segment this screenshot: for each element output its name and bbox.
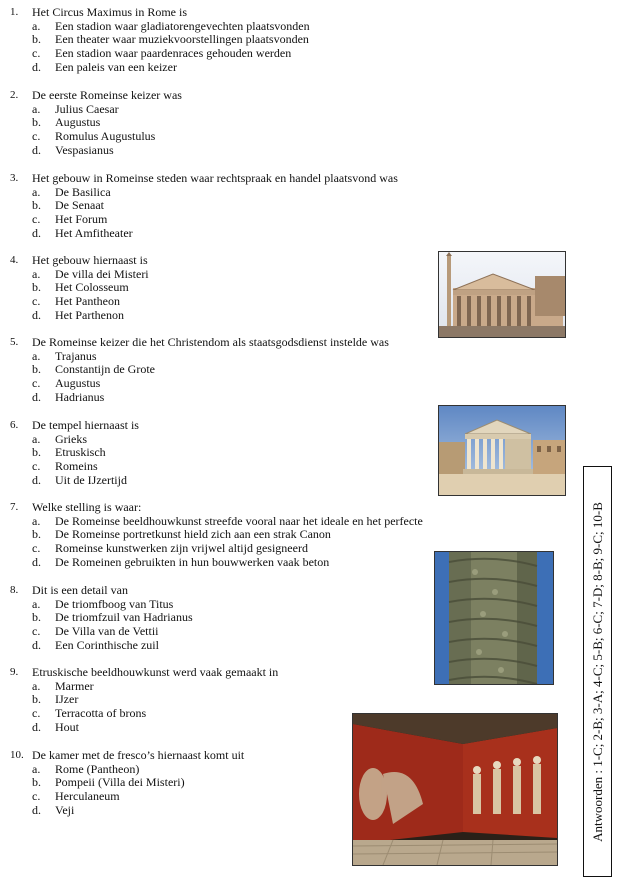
option-b: b. Etruskisch bbox=[32, 445, 106, 460]
fresco-room-photo bbox=[352, 713, 558, 866]
pantheon-photo bbox=[438, 251, 566, 338]
question-number: 2. bbox=[10, 89, 19, 101]
question-text: Etruskische beeldhouwkunst werd vaak gemaakt in bbox=[32, 665, 279, 679]
option-d: d. Het Parthenon bbox=[32, 307, 124, 322]
question-2 bbox=[10, 89, 450, 158]
question-text: De Romeinse keizer die het Christendom als staatsgodsdienst instelde was bbox=[32, 335, 389, 349]
option-d: d. Hadrianus bbox=[32, 389, 105, 404]
question-text: De tempel hiernaast is bbox=[32, 418, 139, 432]
question-1 bbox=[10, 6, 450, 75]
option-b: b. Pompeii (Villa dei Misteri) bbox=[32, 775, 185, 790]
question-8 bbox=[10, 584, 450, 653]
question-7 bbox=[10, 501, 450, 570]
option-a: a. Een stadion waar gladiatorengevechten plaatsvonden bbox=[32, 18, 310, 33]
question-number: 9. bbox=[10, 666, 19, 678]
question-number: 10. bbox=[10, 749, 24, 761]
option-c: c. Romulus Augustulus bbox=[32, 129, 156, 144]
option-b: b. Augustus bbox=[32, 115, 101, 130]
option-b: b. De Romeinse portretkunst hield zich aan een strak Canon bbox=[32, 527, 331, 542]
option-a: a. De Romeinse beeldhouwkunst streefde vooral naar het ideale en het perfecte bbox=[32, 513, 423, 528]
option-c: c. Romeins bbox=[32, 459, 98, 474]
option-b: b. IJzer bbox=[32, 692, 79, 707]
option-d: d. Hout bbox=[32, 719, 79, 734]
option-b: b. Het Colosseum bbox=[32, 280, 129, 295]
option-b: b. De Senaat bbox=[32, 198, 104, 213]
temple-photo bbox=[438, 405, 566, 496]
option-d: d. Veji bbox=[32, 802, 75, 817]
option-d: d. Een Corinthische zuil bbox=[32, 637, 159, 652]
option-d: d. Uit de IJzertijd bbox=[32, 472, 127, 487]
option-c: c. Het Forum bbox=[32, 212, 108, 227]
question-number: 1. bbox=[10, 6, 19, 18]
question-3 bbox=[10, 172, 450, 241]
option-b: b. De triomfzuil van Hadrianus bbox=[32, 610, 193, 625]
question-number: 7. bbox=[10, 501, 19, 513]
option-a: a. Grieks bbox=[32, 431, 87, 446]
option-a: a. Julius Caesar bbox=[32, 101, 119, 116]
option-d: d. Vespasianus bbox=[32, 142, 114, 157]
option-a: a. De Basilica bbox=[32, 184, 111, 199]
question-6 bbox=[10, 419, 450, 488]
question-number: 8. bbox=[10, 584, 19, 596]
question-text: Het gebouw in Romeinse steden waar rechtspraak en handel plaatsvond was bbox=[32, 171, 398, 185]
option-c: c. Het Pantheon bbox=[32, 294, 120, 309]
option-a: a. De villa dei Misteri bbox=[32, 266, 149, 281]
question-text: Het gebouw hiernaast is bbox=[32, 253, 148, 267]
option-a: a. Rome (Pantheon) bbox=[32, 761, 140, 776]
question-text: Dit is een detail van bbox=[32, 583, 128, 597]
option-a: a. De triomfboog van Titus bbox=[32, 596, 174, 611]
question-number: 6. bbox=[10, 419, 19, 431]
question-text: De kamer met de fresco’s hiernaast komt uit bbox=[32, 748, 245, 762]
option-d: d. Een paleis van een keizer bbox=[32, 59, 177, 74]
answer-key: Antwoorden : 1-C; 2-B; 3-A; 4-C; 5-B; 6-C; 7-D; 8-B; 9-C; 10-B bbox=[589, 501, 605, 842]
question-text: De eerste Romeinse keizer was bbox=[32, 88, 182, 102]
question-number: 4. bbox=[10, 254, 19, 266]
option-d: d. De Romeinen gebruikten in hun bouwwerken vaak beton bbox=[32, 554, 330, 569]
option-c: c. Een stadion waar paardenraces gehouden werden bbox=[32, 46, 292, 61]
option-b: b. Een theater waar muziekvoorstellingen plaatsvonden bbox=[32, 32, 309, 47]
question-number: 5. bbox=[10, 336, 19, 348]
option-c: c. Terracotta of brons bbox=[32, 706, 147, 721]
option-a: a. Marmer bbox=[32, 678, 94, 693]
option-c: c. De Villa van de Vettii bbox=[32, 624, 159, 639]
question-number: 3. bbox=[10, 172, 19, 184]
option-c: c. Augustus bbox=[32, 376, 101, 391]
option-c: c. Romeinse kunstwerken zijn vrijwel altijd gesigneerd bbox=[32, 541, 308, 556]
question-5 bbox=[10, 336, 450, 405]
column-photo bbox=[434, 551, 554, 685]
option-c: c. Herculaneum bbox=[32, 789, 120, 804]
option-d: d. Het Amfitheater bbox=[32, 225, 133, 240]
question-text: Het Circus Maximus in Rome is bbox=[32, 5, 187, 19]
answer-key-box bbox=[583, 466, 612, 877]
question-text: Welke stelling is waar: bbox=[32, 500, 142, 514]
option-a: a. Trajanus bbox=[32, 348, 97, 363]
option-b: b. Constantijn de Grote bbox=[32, 362, 155, 377]
question-4 bbox=[10, 254, 450, 323]
